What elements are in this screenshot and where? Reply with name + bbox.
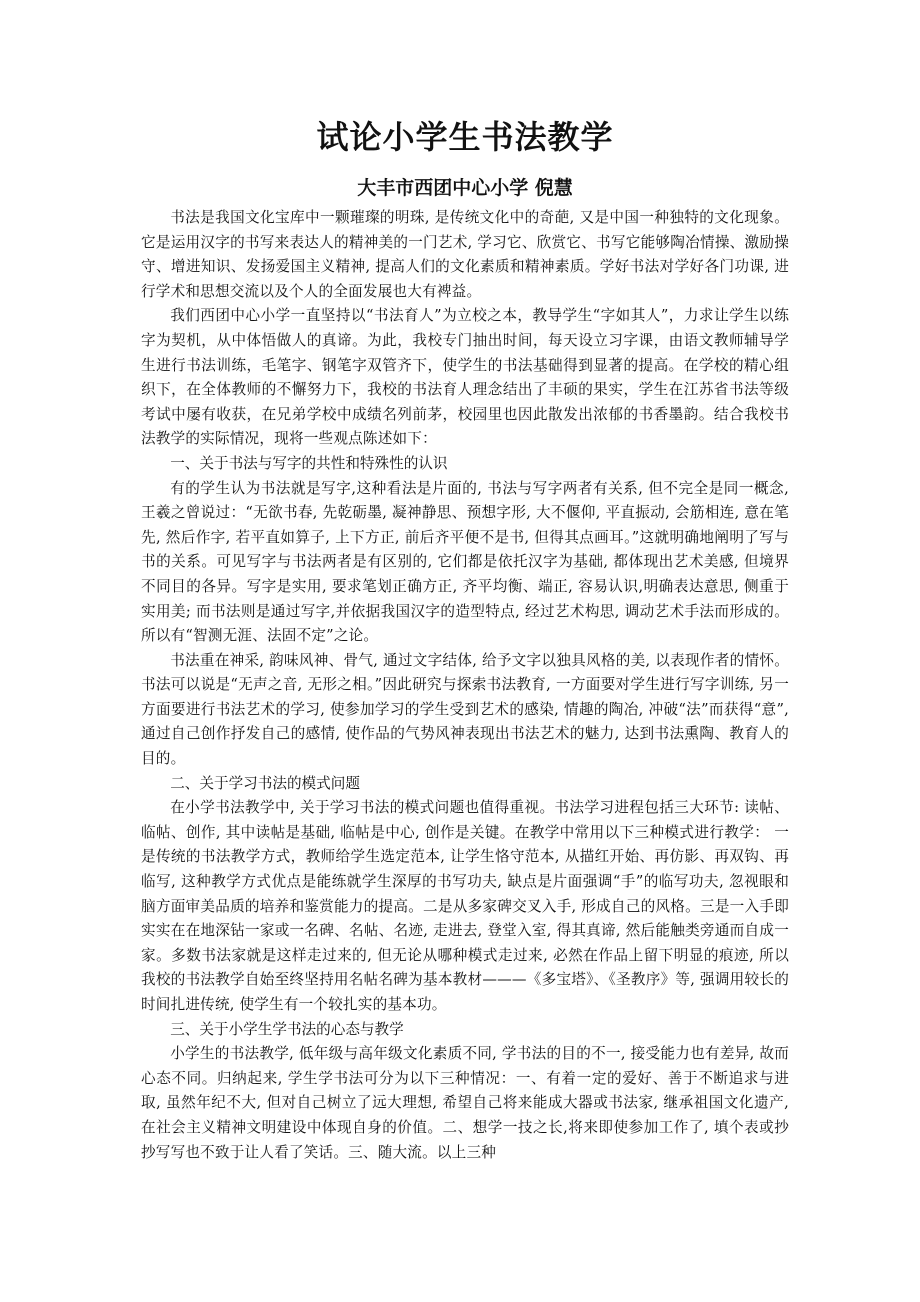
document-body bbox=[141, 206, 789, 1165]
body-paragraph: 我们西团中心小学一直坚持以“书法育人”为立校之本，教导学生“字如其人”，力求让学生以练字为契机，从中体悟做人的真谛。为此，我校专门抽出时间，每天设立习字课，由语文教师辅导学生进行书法训练，毛笔字、钢笔字双管齐下，使学生的书法基础得到显著的提高。在学校的精心组织下，在全体教师的不懈努力下，我校的书法育人理念结出了丰硕的果实，学生在江苏省书法等级考试中屡有收获，在兄弟学校中成绩名列前茅，校园里也因此散发出浓郁的书香墨韵。结合我校书法教学的实际情况，现将一些观点陈述如下： bbox=[141, 307, 789, 448]
body-paragraph: 书法重在神采, 韵味风神、骨气, 通过文字结体, 给予文字以独具风格的美, 以表现作者的情怀。书法可以说是“无声之音, 无形之相。”因此研究与探索书法教育, 一方面要对学生进行写字训练, 另一方面要进行书法艺术的学习, 使参加学习的学生受到艺术的感染, 情趣的陶冶, 冲破“法”而获得“意”, 通过自己创作抒发自己的感情, 使作品的气势风神表现出书法艺术的魅力, 达到书法熏陶、教育人的目的。 bbox=[141, 651, 789, 768]
document-title: 试论小学生书法教学 bbox=[316, 118, 614, 156]
body-paragraph: 在小学书法教学中, 关于学习书法的模式问题也值得重视。书法学习进程包括三大环节: 读帖、临帖、创作, 其中读帖是基础, 临帖是中心, 创作是关键。在教学中常用以下三种模式进行教学： 一是传统的书法教学方式，教师给学生选定范本, 让学生恪守范本, 从描红开始、再仿影、再双钩、再临写, 这种教学方式优点是能练就学生深厚的书写功夫, 缺点是片面强调“手”的临写功夫, 忽视眼和脑方面审美品质的培养和鉴赏能力的提高。二是从多家碑交叉入手, 形成自己的风格。三是一入手即实实在在地深钻一家或一名碑、名帖、名迹, 走进去, 登堂入室, 得其真谛, 然后能触类旁通而自成一家。多数书法家就是这样走过来的, 但无论从哪种模式走过来, 必然在作品上留下明显的痕迹, 所以我校的书法教学自始至终坚持用名帖名碑为基本教材———《多宝塔》、《圣教序》等, 强调用较长的时间扎进传统, 使学生有一个较扎实的基本功。 bbox=[141, 799, 789, 1013]
body-paragraph: 小学生的书法教学, 低年级与高年级文化素质不同, 学书法的目的不一, 接受能力也有差异, 故而心态不同。归纳起来, 学生学书法可分为以下三种情况：一、有着一定的爱好、善于不断追求与进取, 虽然年纪不大, 但对自己树立了远大理想, 希望自己将来能成大器或书法家, 继承祖国文化遗产, 在社会主义精神文明建设中体现自身的价值。二、想学一技之长,将来即使参加工作了, 填个表或抄抄写写也不致于让人看了笑话。三、随大流。以上三种 bbox=[141, 1045, 789, 1161]
body-paragraph: 有的学生认为书法就是写字,这种看法是片面的, 书法与写字两者有关系, 但不完全是同一概念, 王羲之曾说过：“无欲书春, 先乾砺墨, 凝神静思、预想字形, 大不偃仰, 平直振动, 会筋相连, 意在笔先, 然后作字, 若平直如算子, 上下方正, 前后齐平便不是书, 但得其点画耳。”这就明确地阐明了写与书的关系。可见写字与书法两者是有区别的, 它们都是依托汉字为基础, 都体现出艺术美感, 但境界不同目的各异。写字是实用, 要求笔划正确方正, 齐平均衡、端正, 容易认识,明确表达意思, 侧重于实用美; 而书法则是通过写字,并依据我国汉字的造型特点, 经过艺术构思, 调动艺术手法而形成的。所以有“智测无涯、法固不定”之论。 bbox=[141, 479, 789, 645]
author-line: 大丰市西团中心小学 倪慧 bbox=[357, 177, 573, 199]
section-heading: 三、关于小学生学书法的心态与教学 bbox=[170, 1020, 404, 1038]
section-heading: 二、关于学习书法的模式问题 bbox=[170, 774, 360, 792]
document-page bbox=[141, 112, 789, 1165]
section-heading: 一、关于书法与写字的共性和特殊性的认识 bbox=[170, 454, 448, 472]
body-paragraph: 书法是我国文化宝库中一颗璀璨的明珠, 是传统文化中的奇葩, 又是中国一种独特的文化现象。它是运用汉字的书写来表达人的精神美的一门艺术, 学习它、欣赏它、书写它能够陶冶情操、激励操守、增进知识、发扬爱国主义精神, 提高人们的文化素质和精神素质。学好书法对学好各门功课, 进行学术和思想交流以及个人的全面发展也大有裨益。 bbox=[141, 209, 789, 300]
